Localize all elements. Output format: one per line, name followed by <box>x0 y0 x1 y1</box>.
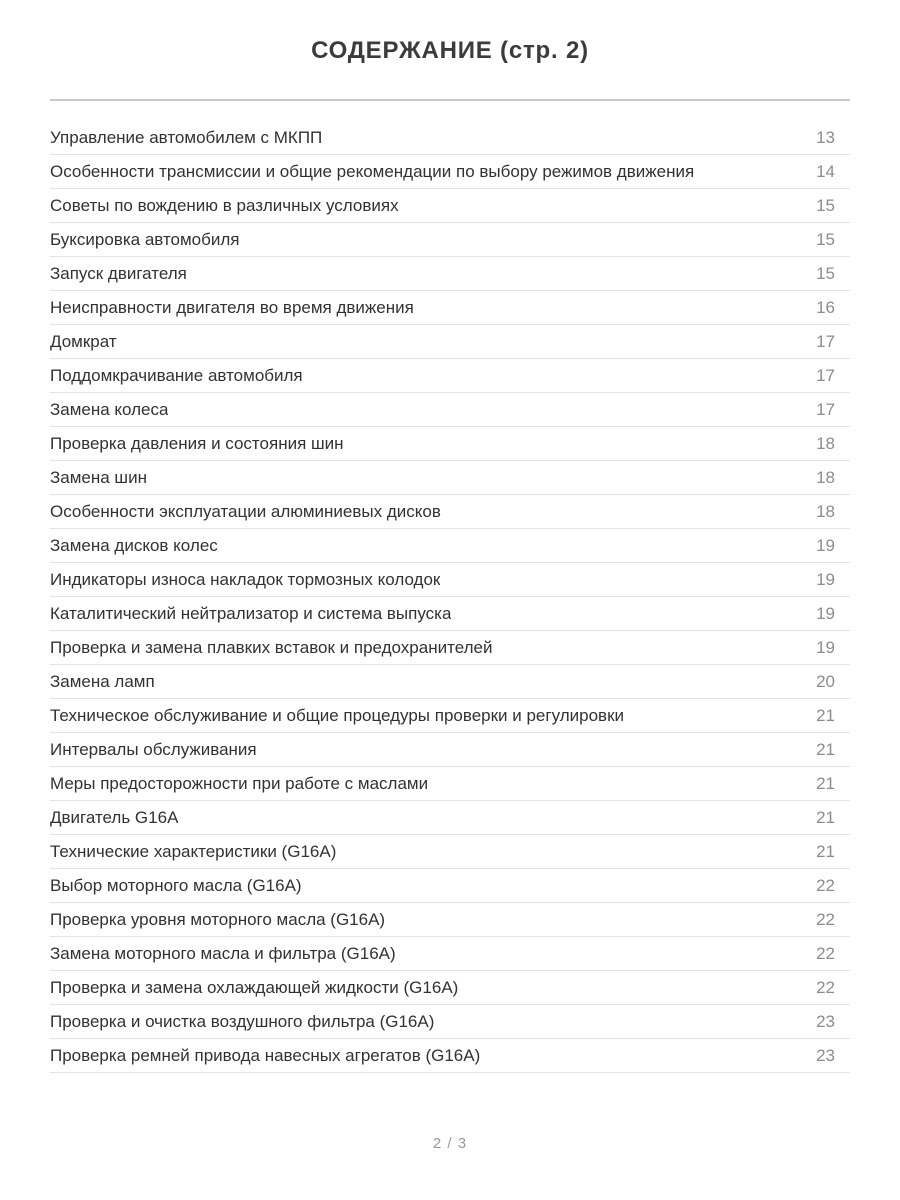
toc-entry-label: Замена шин <box>50 468 147 487</box>
toc-entry-page: 15 <box>816 230 835 249</box>
toc-entry-page: 15 <box>816 196 835 215</box>
toc-entry-label: Особенности эксплуатации алюминиевых дисков <box>50 502 441 521</box>
toc-row <box>50 631 850 665</box>
toc-entry-label: Каталитический нейтрализатор и система выпуска <box>50 604 452 623</box>
toc-row <box>50 801 850 835</box>
toc-entry-page: 19 <box>816 604 835 623</box>
toc-row <box>50 937 850 971</box>
toc-entry-label: Проверка и замена охлаждающей жидкости (G16A) <box>50 978 459 997</box>
toc-entry-label: Двигатель G16A <box>50 808 179 827</box>
toc-entry-label: Замена колеса <box>50 400 169 419</box>
toc-entry-page: 18 <box>816 502 835 521</box>
toc-entry-page: 18 <box>816 434 835 453</box>
toc-list <box>50 121 850 1073</box>
toc-entry-label: Технические характеристики (G16A) <box>50 842 337 861</box>
toc-entry-page: 19 <box>816 570 835 589</box>
toc-entry-page: 20 <box>816 672 835 691</box>
toc-entry-label: Проверка и очистка воздушного фильтра (G16A) <box>50 1012 435 1031</box>
toc-row <box>50 223 850 257</box>
title-divider <box>50 99 850 101</box>
toc-entry-label: Домкрат <box>50 332 117 351</box>
toc-row <box>50 903 850 937</box>
toc-entry-label: Меры предосторожности при работе с маслами <box>50 774 429 793</box>
toc-entry-page: 19 <box>816 638 835 657</box>
page-title: СОДЕРЖАНИЕ (стр. 2) <box>311 37 589 64</box>
toc-row <box>50 597 850 631</box>
toc-entry-page: 21 <box>816 740 835 759</box>
toc-entry-label: Проверка давления и состояния шин <box>50 434 344 453</box>
toc-entry-label: Выбор моторного масла (G16A) <box>50 876 302 895</box>
toc-entry-page: 17 <box>816 400 835 419</box>
toc-entry-label: Неисправности двигателя во время движения <box>50 298 414 317</box>
toc-row <box>50 359 850 393</box>
toc-entry-page: 22 <box>816 978 835 997</box>
toc-row <box>50 461 850 495</box>
toc-row <box>50 155 850 189</box>
page-number-indicator: 2 / 3 <box>432 1135 468 1152</box>
toc-entry-page: 14 <box>816 162 835 181</box>
toc-entry-page: 21 <box>816 774 835 793</box>
toc-row <box>50 121 850 155</box>
toc-row <box>50 971 850 1005</box>
toc-entry-label: Проверка и замена плавких вставок и предохранителей <box>50 638 493 657</box>
toc-entry-page: 16 <box>816 298 835 317</box>
toc-entry-label: Интервалы обслуживания <box>50 740 257 759</box>
toc-row <box>50 767 850 801</box>
toc-row <box>50 495 850 529</box>
toc-entry-page: 15 <box>816 264 835 283</box>
toc-entry-page: 21 <box>816 706 835 725</box>
toc-row <box>50 393 850 427</box>
toc-entry-page: 22 <box>816 944 835 963</box>
toc-entry-page: 21 <box>816 842 835 861</box>
toc-row <box>50 1005 850 1039</box>
toc-row <box>50 529 850 563</box>
toc-row <box>50 427 850 461</box>
toc-entry-label: Поддомкрачивание автомобиля <box>50 366 303 385</box>
toc-entry-page: 21 <box>816 808 835 827</box>
toc-entry-page: 22 <box>816 876 835 895</box>
toc-entry-label: Замена ламп <box>50 672 155 691</box>
toc-entry-label: Замена дисков колес <box>50 536 218 555</box>
toc-row <box>50 699 850 733</box>
toc-row <box>50 325 850 359</box>
toc-row <box>50 563 850 597</box>
toc-entry-label: Проверка ремней привода навесных агрегатов (G16A) <box>50 1046 481 1065</box>
toc-row <box>50 835 850 869</box>
toc-row <box>50 665 850 699</box>
toc-entry-page: 17 <box>816 366 835 385</box>
toc-entry-label: Техническое обслуживание и общие процедуры проверки и регулировки <box>50 706 625 725</box>
toc-entry-label: Управление автомобилем с МКПП <box>50 128 323 147</box>
toc-entry-label: Проверка уровня моторного масла (G16A) <box>50 910 386 929</box>
toc-entry-label: Особенности трансмиссии и общие рекомендации по выбору режимов движения <box>50 162 695 181</box>
toc-entry-label: Советы по вождению в различных условиях <box>50 196 399 215</box>
toc-entry-page: 18 <box>816 468 835 487</box>
toc-entry-page: 22 <box>816 910 835 929</box>
toc-entry-page: 19 <box>816 536 835 555</box>
toc-row <box>50 291 850 325</box>
toc-entry-label: Запуск двигателя <box>50 264 187 283</box>
toc-entry-page: 23 <box>816 1046 835 1065</box>
toc-row <box>50 869 850 903</box>
toc-row <box>50 189 850 223</box>
toc-entry-page: 17 <box>816 332 835 351</box>
toc-entry-page: 23 <box>816 1012 835 1031</box>
toc-entry-page: 13 <box>816 128 835 147</box>
toc-entry-label: Индикаторы износа накладок тормозных колодок <box>50 570 441 589</box>
toc-row <box>50 733 850 767</box>
toc-entry-label: Замена моторного масла и фильтра (G16A) <box>50 944 396 963</box>
toc-row <box>50 257 850 291</box>
toc-entry-label: Буксировка автомобиля <box>50 230 240 249</box>
toc-row <box>50 1039 850 1073</box>
